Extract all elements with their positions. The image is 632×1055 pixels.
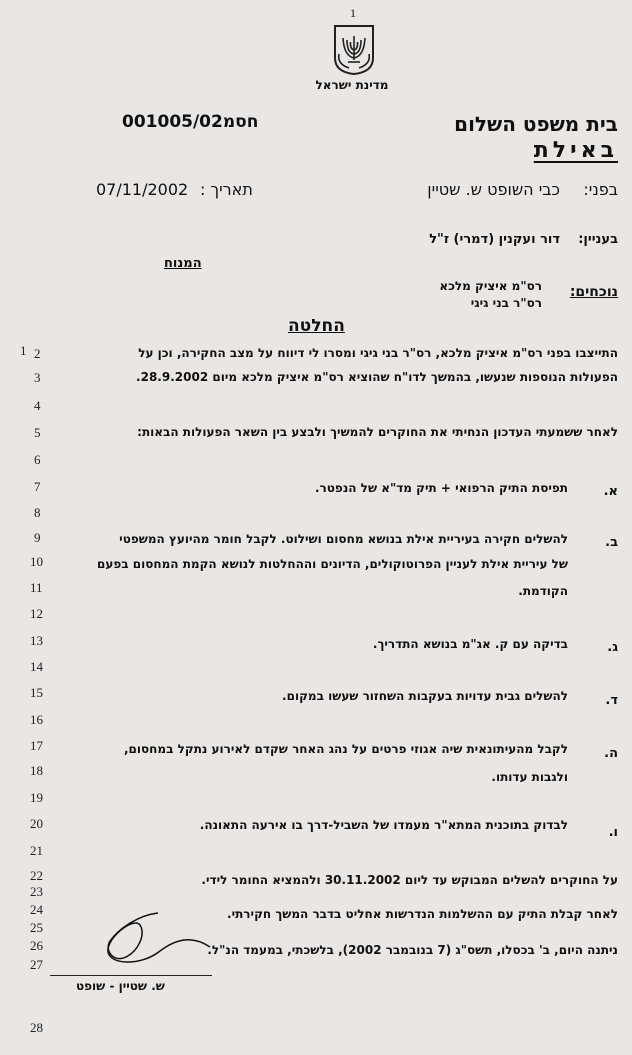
item-line: הקודמת. — [518, 584, 568, 598]
item-line: לבדוק בתוכנית המתא"ר מעמדו של השביל-דרך בו אירעה התאונה. — [199, 818, 568, 832]
line-number: 27 — [30, 957, 43, 972]
item-line: בדיקה עם ק. אג"מ בנושא התדריך. — [372, 637, 568, 651]
line-number: 4 — [34, 398, 41, 413]
item-line: של עיריית אילת לעניין הפרוטוקולים, הדיונים וההחלטות לנושא הקמת המחסום בפעם — [97, 557, 568, 571]
deceased-label: המנוח — [164, 256, 202, 271]
line-number: 3 — [34, 370, 41, 385]
subject-value: דור ועקנין (דמרי) ז"ל — [429, 232, 560, 247]
closing-line: ניתנה היום, ב' בכסלו, תשס"ג (7 בנובמבר 2002), בלשכתי, במעמד הנ"ל. — [207, 943, 618, 957]
line-number: 21 — [30, 843, 43, 858]
date-value: 07/11/2002 — [96, 180, 189, 199]
item-mark: ה. — [604, 746, 618, 761]
line-number: 1 — [20, 343, 27, 358]
item-mark: ג. — [607, 640, 618, 655]
line-number: 15 — [30, 685, 43, 700]
item-line: ולגבות עדותו. — [491, 770, 568, 784]
present-name: רס"מ איציק מלכא — [439, 279, 542, 293]
line-number: 19 — [30, 790, 43, 805]
state-label: מדינת ישראל — [315, 78, 389, 92]
intro-line: התייצבו בפני רס"מ איציק מלכא, רס"ר בני גיגי ומסרו לי דיווח על מצב החקירה, וכן על — [138, 346, 618, 360]
intro-line: הפעולות הנוספות שנעשו, בהמשך לדו"ח שהוציא רס"מ איציק מלכא מיום 28.9.2002. — [136, 370, 618, 384]
line-number: 20 — [30, 816, 43, 831]
bench-label: בפני: — [583, 180, 618, 199]
line-number: 22 — [30, 868, 43, 883]
present-name: רס"ר בני גיגי — [470, 296, 542, 310]
line-number: 2 — [34, 346, 41, 361]
line-number: 25 — [30, 920, 43, 935]
subject-label: בעניין: — [578, 232, 618, 247]
item-line: להשלים גבית עדויות בעקבות השחזור שעשו במקום. — [282, 689, 568, 703]
line-number: 28 — [30, 1020, 43, 1035]
judge-name: כבי השופט ש. שטיין — [427, 180, 560, 199]
signature-icon — [80, 905, 230, 984]
case-number: 001005/02חסמ — [122, 112, 259, 132]
intro-line: לאחר ששמעתי העדכון הנחיתי את החוקרים להמשיך ולבצע בין השאר הפעולות הבאות: — [137, 425, 618, 439]
line-number: 17 — [30, 738, 43, 753]
item-mark: ד. — [605, 693, 618, 708]
signature-caption: ש. שטיין - שופט — [76, 979, 165, 993]
item-mark: א. — [603, 484, 618, 499]
state-emblem-icon — [331, 24, 377, 76]
item-line: תפיסת התיק הרפואי + תיק מד"א של הנפטר. — [315, 481, 568, 495]
court-city: באילת — [533, 138, 618, 163]
date-label: תאריך : — [200, 180, 253, 199]
decision-title: החלטה — [288, 316, 345, 336]
closing-line: לאחר קבלת התיק עם ההשלמות הנדרשות אחליט בדבר המשך חקירתי. — [227, 907, 618, 921]
item-mark: ו. — [608, 825, 618, 840]
line-number: 23 — [30, 884, 43, 899]
line-number: 7 — [34, 479, 41, 494]
line-number: 24 — [30, 902, 43, 917]
court-name: בית משפט השלום — [454, 112, 618, 136]
item-line: להשלים חקירה בעיריית אילת בנושא מחסום ושילוט. לקבל חומר מהיועץ המשפטי — [119, 532, 568, 546]
line-number: 9 — [34, 530, 41, 545]
line-number: 10 — [30, 554, 43, 569]
item-mark: ב. — [605, 535, 618, 550]
present-label: נוכחים: — [569, 284, 618, 300]
line-number: 18 — [30, 763, 43, 778]
closing-line: על החוקרים להשלים המבוקש עד ליום 30.11.2002 ולהמציא החומר לידי. — [201, 873, 618, 887]
line-number: 8 — [34, 505, 41, 520]
line-number: 11 — [30, 580, 43, 595]
line-number: 12 — [30, 606, 43, 621]
line-number: 26 — [30, 938, 43, 953]
line-number: 5 — [34, 425, 41, 440]
signature-line — [50, 975, 212, 976]
item-line: לקבל מהעיתונאית שיה אגוזי פרטים על נהג האחר שקדם לאירוע נתקל במחסום, — [123, 742, 568, 756]
line-number: 16 — [30, 712, 43, 727]
line-number: 14 — [30, 659, 43, 674]
page-number: 1 — [350, 6, 356, 20]
line-number: 6 — [34, 452, 41, 467]
line-number: 13 — [30, 633, 43, 648]
